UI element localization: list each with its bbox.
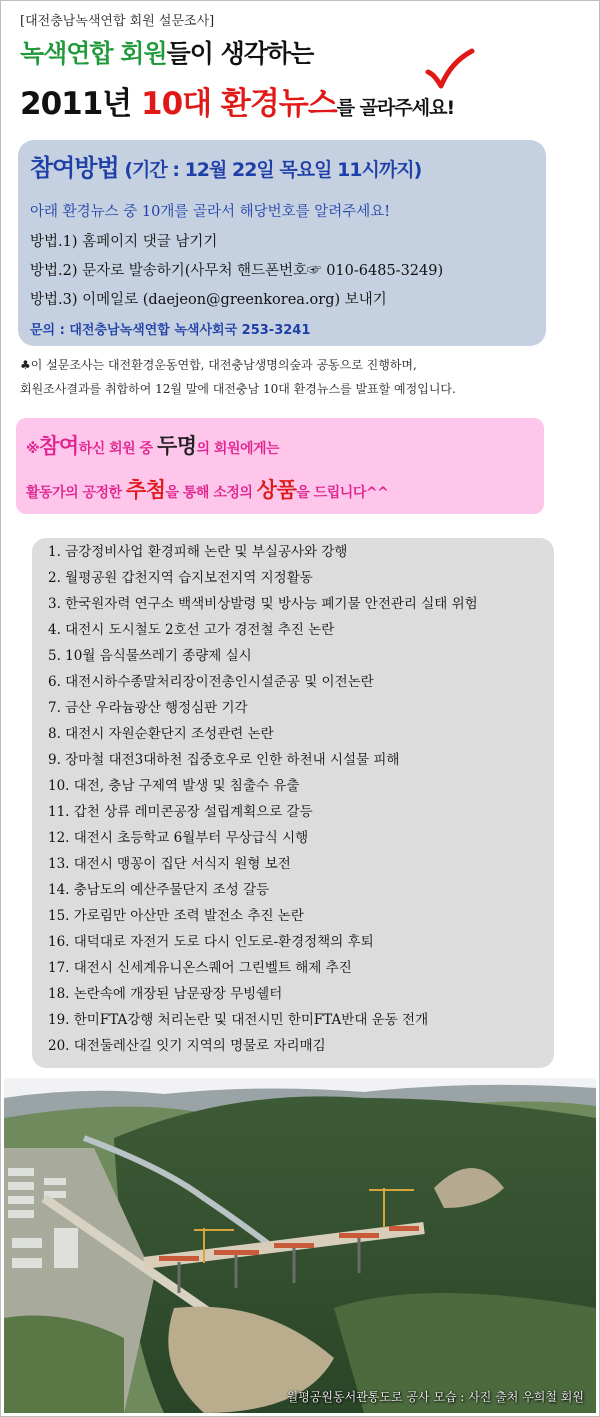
- news-item: 4. 대전시 도시철도 2호선 고가 경전철 추진 논란: [48, 622, 335, 638]
- news-item: 16. 대덕대로 자전거 도로 다시 인도로-환경정책의 후퇴: [48, 934, 374, 950]
- headline-line2: [20, 78, 454, 123]
- news-item: 15. 가로림만 아산만 조력 발전소 추진 논란: [48, 908, 304, 924]
- prize-line-1: [26, 430, 279, 460]
- prize-gift: 상품: [256, 478, 297, 502]
- prize-box: [16, 418, 544, 514]
- participation-box: [18, 140, 546, 346]
- method-1: 방법.1) 홈페이지 댓글 남기기: [30, 234, 218, 250]
- news-item: 2. 월평공원 갑천지역 습지보전지역 지정활동: [48, 570, 313, 586]
- news-item: 5. 10월 음식물쓰레기 종량제 실시: [48, 648, 252, 664]
- news-item: 11. 갑천 상류 레미콘공장 설립계획으로 갈등: [48, 804, 313, 820]
- news-item: 3. 한국원자력 연구소 백색비상발령 및 방사능 폐기물 안전관리 실태 위험: [48, 596, 478, 612]
- participation-lead: 아래 환경뉴스 중 10개를 골라서 해당번호를 알려주세요!: [30, 204, 391, 220]
- headline-small-text: 를 골라주세요!: [336, 97, 455, 119]
- news-list: [32, 538, 554, 1068]
- headline-rest-text: 들이 생각하는: [166, 39, 314, 68]
- news-item: 14. 충남도의 예산주물단지 조성 갈등: [48, 882, 270, 898]
- prize-text-a3: 하신 회원 중: [78, 441, 157, 457]
- method-3: 방법.3) 이메일로 (daejeon@greenkorea.org) 보내기: [30, 292, 387, 308]
- participation-title: [30, 148, 421, 183]
- news-item: 13. 대전시 맹꽁이 집단 서식지 원형 보전: [48, 856, 291, 872]
- prize-line-2: [26, 474, 388, 504]
- news-item: 18. 논란속에 개장된 남문광장 무빙쉘터: [48, 986, 283, 1002]
- survey-tag: [대전충남녹색연합 회원 설문조사]: [20, 14, 215, 29]
- aerial-photo-illustration: [4, 1078, 596, 1413]
- prize-mark: ※: [26, 441, 40, 457]
- prize-draw: 추첨: [125, 478, 166, 502]
- news-item: 1. 금강정비사업 환경피해 논란 및 부실공사와 강행: [48, 544, 348, 560]
- news-item: 19. 한미FTA강행 처리논란 및 대전시민 한미FTA반대 운동 전개: [48, 1012, 429, 1028]
- construction-photo: [4, 1078, 596, 1413]
- notice-line-1: ♣이 설문조사는 대전환경운동연합, 대전충남생명의숲과 공동으로 진행하며,: [20, 358, 417, 372]
- headline-line1: [20, 34, 313, 70]
- news-item: 17. 대전시 신세계유니온스퀘어 그린벨트 해제 추진: [48, 960, 352, 976]
- photo-caption: 월평공원동서관통도로 공사 모습 : 사진 출처 우희철 회원: [286, 1390, 584, 1404]
- headline-green-text: 녹색연합 회원: [20, 39, 167, 68]
- contact-info: 문의 : 대전충남녹색연합 녹색사회국 253-3241: [30, 323, 311, 338]
- method-2: 방법.2) 문자로 발송하기(사무처 핸드폰번호☞ 010-6485-3249): [30, 263, 444, 279]
- prize-text-b3: 을 통해 소정의: [165, 485, 257, 501]
- news-item: 8. 대전시 자원순환단지 조성관련 논란: [48, 726, 274, 742]
- news-item: 10. 대전, 충남 구제역 발생 및 침출수 유출: [48, 778, 300, 794]
- headline-year: 2011년: [20, 86, 142, 122]
- notice-line-2: 회원조사결과를 취합하여 12월 말에 대전충남 10대 환경뉴스를 발표할 예정입니다.: [20, 382, 456, 396]
- prize-participate: 참여: [39, 434, 79, 458]
- prize-text-b1: 활동가의 공정한: [26, 485, 126, 501]
- news-item: 7. 금산 우라늄광산 행정심판 기각: [48, 700, 248, 716]
- participation-period: (기간 : 12월 22일 목요일 11시까지): [118, 159, 422, 181]
- prize-text-b5: 을 드립니다^^: [296, 485, 389, 501]
- participation-title-text: 참여방법: [30, 154, 119, 182]
- prize-text-a5: 의 회원에게는: [196, 441, 280, 457]
- headline-red-text: 10대 환경뉴스: [141, 86, 337, 122]
- prize-two-people: 두명: [156, 434, 197, 458]
- news-item: 12. 대전시 초등학교 6월부터 무상급식 시행: [48, 830, 309, 846]
- news-item: 6. 대전시하수종말처리장이전총인시설준공 및 이전논란: [48, 674, 374, 690]
- news-item: 9. 장마철 대전3대하천 집중호우로 인한 하천내 시설물 피해: [48, 752, 400, 768]
- news-item: 20. 대전둘레산길 잇기 지역의 명물로 자리매김: [48, 1038, 326, 1054]
